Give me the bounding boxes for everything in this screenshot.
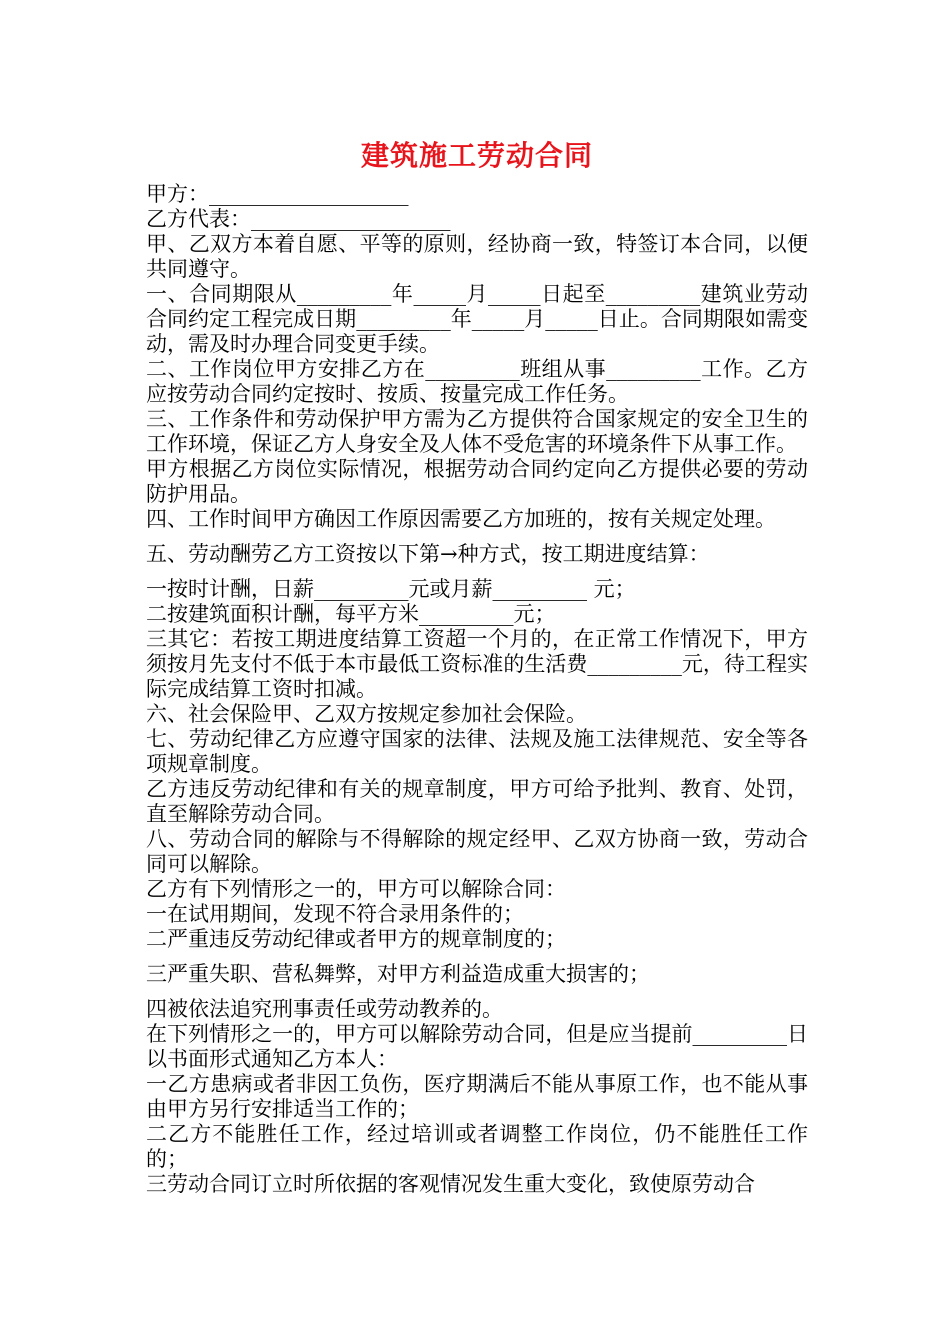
notice-item-2: 二乙方不能胜任工作，经过培训或者调整工作岗位，仍不能胜任工作的； [146,1122,808,1171]
clause-7-discipline: 七、劳动纪律乙方应遵守国家的法律、法规及施工法律规范、安全等各项规章制度。 [146,727,808,776]
clause-5-option-2: 二按建筑面积计酬，每平方米_________元； [146,602,556,626]
preamble-paragraph: 甲、乙双方本着自愿、平等的原则，经协商一致，特签订本合同，以便共同遵守。 [146,232,808,281]
party-a-line: 甲方：___________________ [146,182,409,206]
termination-intro: 乙方有下列情形之一的，甲方可以解除合同： [146,877,566,901]
notice-item-3: 三劳动合同订立时所依据的客观情况发生重大变化，致使原劳动合 [146,1172,755,1196]
clause-3-conditions: 三、工作条件和劳动保护甲方需为乙方提供符合国家规定的安全卫生的工作环境，保证乙方人身安全及人体不受危害的环境条件下从事工作。 [146,407,808,456]
termination-item-1: 一在试用期间，发现不符合录用条件的； [146,902,524,926]
party-b-line: 乙方代表：___________________ [146,207,451,231]
document-page [146,128,808,1197]
clause-5-option-1: 一按时计酬，日薪_________元或月薪_________ 元； [146,577,636,601]
clause-7-violation: 乙方违反劳动纪律和有关的规章制度，甲方可给予批判、教育、处罚，直至解除劳动合同。 [146,777,808,826]
clause-2-position: 二、工作岗位甲方安排乙方在_________班组从事_________工作。乙方应按劳动合同约定按时、按质、按量完成工作任务。 [146,357,808,406]
document-title: 建筑施工劳动合同 [360,139,593,172]
termination-item-3: 三严重失职、营私舞弊，对甲方利益造成重大损害的； [146,962,650,986]
termination-item-4: 四被依法追究刑事责任或劳动教养的。 [146,997,503,1021]
clause-8-termination: 八、劳动合同的解除与不得解除的规定经甲、乙双方协商一致，劳动合同可以解除。 [146,827,808,876]
clause-1-term: 一、合同期限从_________年_____月_____日起至_________建筑业劳动合同约定工程完成日期_________年_____月_____日止。合同期限如需变动，需及时办理合同变更手续。 [146,282,808,356]
clause-6-insurance: 六、社会保险甲、乙双方按规定参加社会保险。 [146,702,587,726]
notice-item-1: 一乙方患病或者非因工负伤，医疗期满后不能从事原工作，也不能从事由甲方另行安排适当工作的； [146,1072,808,1121]
notice-termination-intro: 在下列情形之一的，甲方可以解除劳动合同，但是应当提前_________日以书面形式通知乙方本人： [146,1022,808,1071]
clause-5-option-3: 三其它：若按工期进度结算工资超一个月的，在正常工作情况下，甲方须按月先支付不低于本市最低工资标准的生活费_________元，待工程实际完成结算工资时扣减。 [146,627,808,701]
clause-4-hours: 四、工作时间甲方确因工作原因需要乙方加班的，按有关规定处理。 [146,507,776,531]
termination-item-2: 二严重违反劳动纪律或者甲方的规章制度的； [146,927,566,951]
clause-3-protection: 甲方根据乙方岗位实际情况，根据劳动合同约定向乙方提供必要的劳动防护用品。 [146,457,808,506]
clause-5-pay: 五、劳动酬劳乙方工资按以下第→种方式，按工期进度结算： [146,542,710,566]
